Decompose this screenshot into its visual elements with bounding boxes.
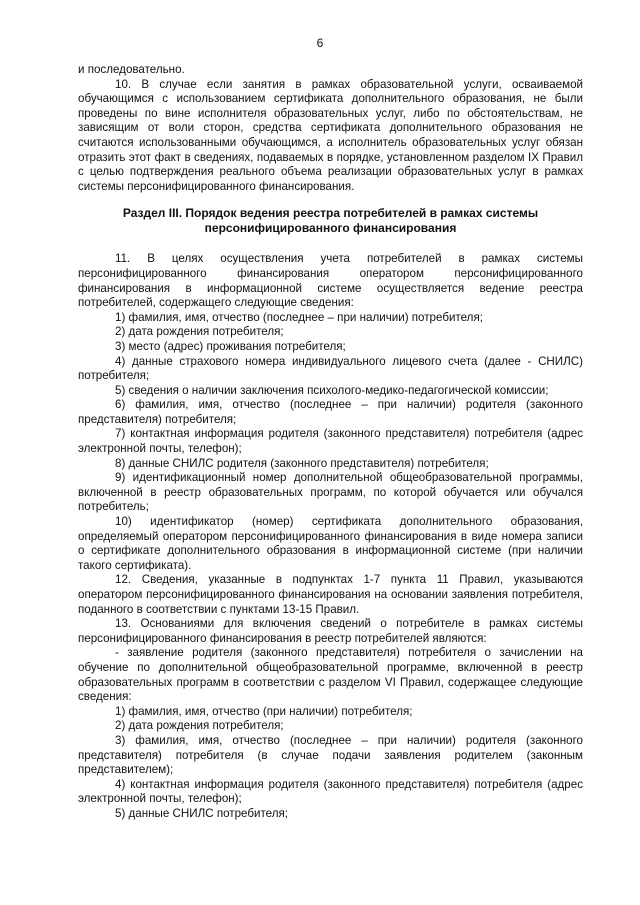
- page-number: 6: [316, 36, 324, 50]
- paragraph: 8) данные СНИЛС родителя (законного представителя) потребителя;: [115, 456, 489, 470]
- document-body: [78, 63, 583, 822]
- paragraph: 1) фамилия, имя, отчество (при наличии) потребителя;: [115, 704, 413, 718]
- paragraphs-top: [78, 63, 583, 194]
- paragraph: 4) данные страхового номера индивидуального лицевого счета (далее - СНИЛС) потребителя;: [78, 354, 583, 383]
- paragraphs-bottom: [78, 252, 583, 821]
- paragraph: 12. Сведения, указанные в подпунктах 1-7 пункта 11 Правил, указываются оператором персонифицированного финансирования на основании заявления потребителя, поданного в соответствии с пунктами 13-15 Правил.: [78, 573, 583, 616]
- paragraph: 6) фамилия, имя, отчество (последнее – при наличии) родителя (законного представителя) потребителя;: [78, 398, 583, 426]
- paragraph: 9) идентификационный номер дополнительной общеобразовательной программы, включенной в реестр образовательных программ, по которой обучается или обучался потребитель;: [78, 471, 583, 514]
- section-heading-line-2: персонифицированного финансирования: [204, 221, 457, 236]
- paragraph: - заявление родителя (законного представителя) потребителя о зачислении на обучение по дополнительной общеобразовательной программе, включенной в реестр образовательных программ в соответствии с разделом VI Правил, содержащее следующие сведения:: [78, 646, 583, 704]
- paragraph: и последовательно.: [78, 63, 185, 76]
- paragraph: 4) контактная информация родителя (законного представителя) потребителя (адрес электронной почты, телефон);: [78, 777, 583, 806]
- paragraph: 10. В случае если занятия в рамках образовательной услуги, осваиваемой обучающимся с использованием сертификата дополнительного образования, не были проведены по вине исполнителя образовательных услуг, либо по обстоятельствам, не зависящим от воли сторон, средства сертификата дополнительного образования не считаются использованными обучающимся, а исполнитель образовательных услуг обязан отразить этот факт в сведениях, подаваемых в порядке, установленном разделом IX Правил с целью подтверждения реального объема реализации образовательных услуг в рамках системы персонифицированного финансирования.: [78, 77, 583, 193]
- paragraph: 1) фамилия, имя, отчество (последнее – при наличии) потребителя;: [115, 310, 483, 324]
- paragraph: 11. В целях осуществления учета потребителей в рамках системы персонифицированного финансирования оператором персонифицированного финансирования в информационной системе осуществляется ведение реестра потребителей, содержащего следующие сведения:: [78, 252, 583, 310]
- paragraph: 5) данные СНИЛС потребителя;: [115, 806, 288, 820]
- paragraph: 13. Основаниями для включения сведений о потребителе в рамках системы персонифицированного финансирования в реестр потребителей являются:: [78, 617, 583, 645]
- paragraph: 3) фамилия, имя, отчество (последнее – при наличии) родителя (законного представителя) потребителя (в случае подачи заявления родителем (законным представителем);: [78, 733, 583, 777]
- paragraph: 2) дата рождения потребителя;: [115, 325, 284, 339]
- section-heading: [78, 206, 583, 236]
- paragraph: 2) дата рождения потребителя;: [115, 719, 284, 733]
- section-heading-line-1: Раздел III. Порядок ведения реестра потребителей в рамках системы: [122, 206, 539, 221]
- paragraph: 10) идентификатор (номер) сертификата дополнительного образования, определяемый оператором персонифицированного финансирования в виде номера записи о сертификате дополнительного образования в информационной системе (при наличии такого сертификата).: [78, 515, 583, 572]
- paragraph: 3) место (адрес) проживания потребителя;: [115, 339, 346, 353]
- paragraph: 5) сведения о наличии заключения психолого-медико-педагогической комиссии;: [115, 383, 549, 397]
- paragraph: 7) контактная информация родителя (законного представителя) потребителя (адрес электронной почты, телефон);: [78, 427, 583, 456]
